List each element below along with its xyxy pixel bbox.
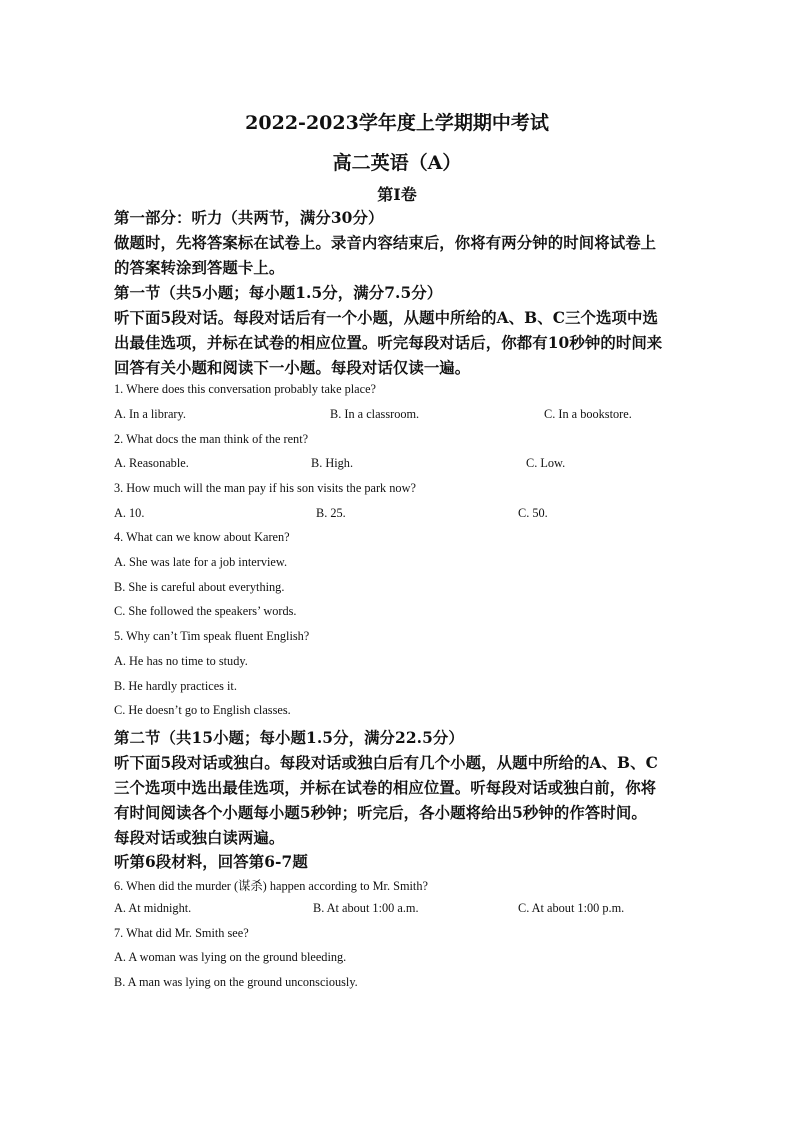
section2-instruction-line3: 有时间阅读各个小题每小题5秒钟；听完后，各小题将给出5秒钟的作答时间。: [114, 804, 647, 822]
section1-instruction-line3: 回答有关小题和阅读下一小题。每段对话仅读一遍。: [114, 359, 471, 377]
question-1-option-c: C. In a bookstore.: [544, 407, 632, 421]
question-2-option-a: A. Reasonable.: [114, 456, 189, 470]
question-2-stem: 2. What docs the man think of the rent?: [114, 432, 309, 446]
section2-instruction-line1: 听下面5段对话或独白。每段对话或独白后有几个小题，从题中所给的A、B、C: [114, 754, 659, 772]
question-3-option-c: C. 50.: [518, 506, 548, 520]
part1-heading: 第一部分：听力（共两节，满分30分）: [114, 209, 384, 227]
question-4-option-c: C. She followed the speakers’ words.: [114, 604, 297, 618]
material-6-heading: 听第6段材料，回答第6-7题: [114, 853, 308, 871]
section1-instruction-line2: 出最佳选项，并标在试卷的相应位置。听完每段对话后，你都有10秒钟的时间来: [114, 334, 663, 352]
section2-instruction-line2: 三个选项中选出最佳选项，并标在试卷的相应位置。听每段对话或独白前，你将: [114, 779, 657, 797]
exam-subtitle: 高二英语（A）: [332, 152, 462, 174]
question-4-stem: 4. What can we know about Karen?: [114, 530, 290, 544]
exam-title: 2022-2023学年度上学期期中考试: [245, 112, 549, 134]
question-7-option-b: B. A man was lying on the ground unconsciously.: [114, 975, 358, 989]
question-3-option-b: B. 25.: [316, 506, 346, 520]
section1-instruction-line1: 听下面5段对话。每段对话后有一个小题，从题中所给的A、B、C三个选项中选: [114, 309, 659, 327]
question-6-option-c: C. At about 1:00 p.m.: [518, 901, 625, 915]
question-5-option-b: B. He hardly practices it.: [114, 679, 237, 693]
question-4-option-b: B. She is careful about everything.: [114, 580, 285, 594]
question-6-option-a: A. At midnight.: [114, 901, 192, 915]
question-1-option-a: A. In a library.: [114, 407, 186, 421]
question-1-stem: 1. Where does this conversation probably take place?: [114, 382, 377, 396]
question-1-option-b: B. In a classroom.: [330, 407, 420, 421]
question-7-stem: 7. What did Mr. Smith see?: [114, 926, 249, 940]
question-3-stem: 3. How much will the man pay if his son visits the park now?: [114, 481, 416, 495]
part1-instruction-line2: 的答案转涂到答题卡上。: [114, 259, 285, 277]
question-5-stem: 5. Why can’t Tim speak fluent English?: [114, 629, 310, 643]
question-4-option-a: A. She was late for a job interview.: [114, 555, 288, 569]
question-2-option-c: C. Low.: [526, 456, 566, 470]
question-5-option-a: A. He has no time to study.: [114, 654, 248, 668]
question-6-option-b: B. At about 1:00 a.m.: [313, 901, 419, 915]
part1-instruction-line1: 做题时，先将答案标在试卷上。录音内容结束后，你将有两分钟的时间将试卷上: [114, 234, 657, 252]
question-2-option-b: B. High.: [311, 456, 354, 470]
question-7-option-a: A. A woman was lying on the ground bleeding.: [114, 950, 347, 964]
question-3-option-a: A. 10.: [114, 506, 145, 520]
volume-label: 第I卷: [377, 185, 417, 204]
question-6-stem: 6. When did the murder (谋杀) happen according to Mr. Smith?: [114, 879, 428, 893]
question-5-option-c: C. He doesn’t go to English classes.: [114, 703, 291, 717]
section2-heading: 第二节（共15小题；每小题1.5分，满分22.5分）: [114, 729, 464, 747]
section2-instruction-line4: 每段对话或独白读两遍。: [114, 829, 285, 847]
section1-heading: 第一节（共5小题；每小题1.5分，满分7.5分）: [114, 284, 443, 302]
